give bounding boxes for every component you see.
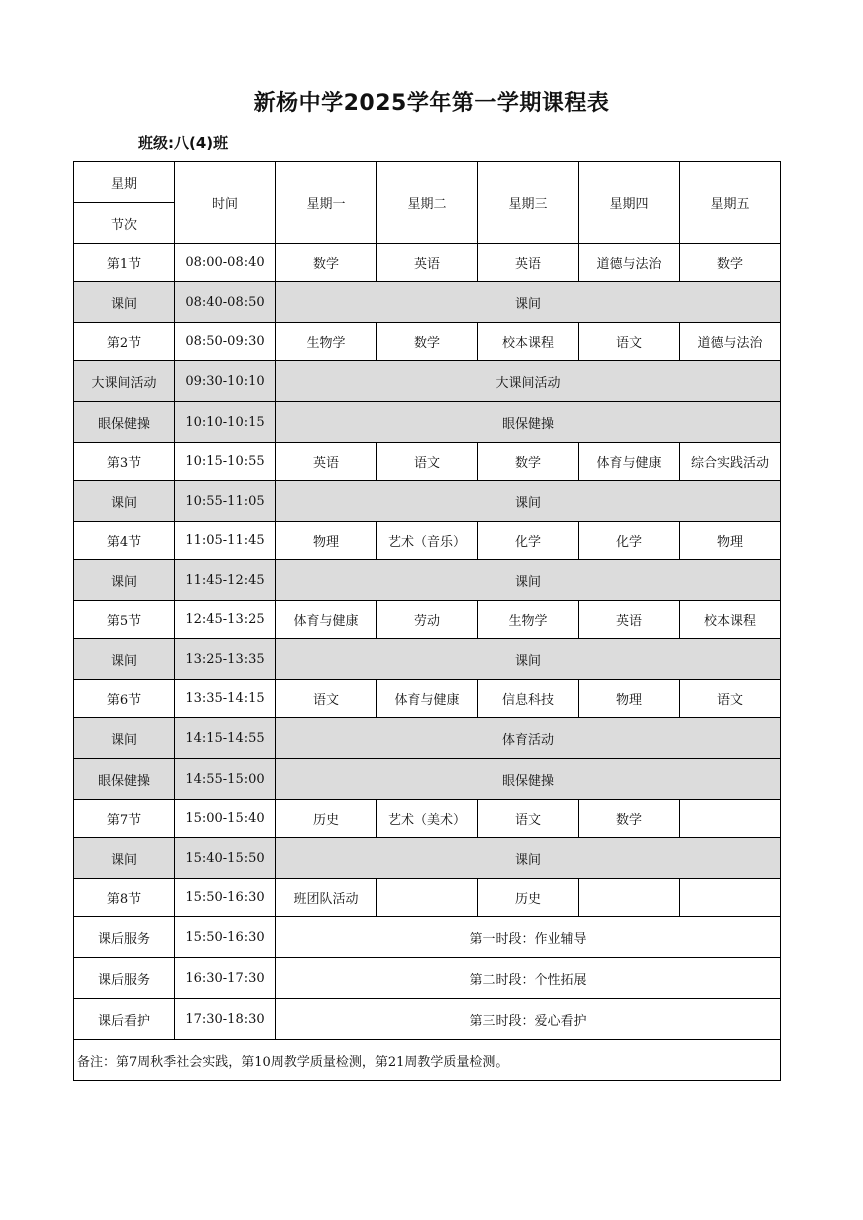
time-cell: 08:50-09:30 <box>175 323 276 361</box>
merged-activity-cell: 大课间活动 <box>276 361 781 402</box>
merged-activity-cell: 课间 <box>276 639 781 680</box>
period-label-cell: 课间 <box>74 481 175 522</box>
class-cell: 道德与法治 <box>579 244 680 282</box>
period-label-cell: 课间 <box>74 639 175 680</box>
table-row <box>74 838 781 879</box>
class-cell: 生物学 <box>276 323 377 361</box>
period-label-cell: 第4节 <box>74 522 175 560</box>
time-cell: 14:15-14:55 <box>175 718 276 759</box>
time-cell: 08:00-08:40 <box>175 244 276 282</box>
time-cell: 09:30-10:10 <box>175 361 276 402</box>
merged-activity-cell: 课间 <box>276 560 781 601</box>
header-time-cell: 时间 <box>175 162 276 244</box>
table-row <box>74 917 781 958</box>
merged-activity-cell: 课间 <box>276 838 781 879</box>
class-cell: 英语 <box>579 601 680 639</box>
time-cell: 13:35-14:15 <box>175 680 276 718</box>
merged-activity-cell: 眼保健操 <box>276 759 781 800</box>
class-cell: 语文 <box>579 323 680 361</box>
class-label: 班级:八(4)班 <box>138 134 229 152</box>
table-row <box>74 999 781 1040</box>
table-row <box>74 718 781 759</box>
period-label-cell: 第2节 <box>74 323 175 361</box>
class-cell: 体育与健康 <box>276 601 377 639</box>
merged-activity-cell: 课间 <box>276 481 781 522</box>
class-cell: 班团队活动 <box>276 879 377 917</box>
period-label-cell: 眼保健操 <box>74 402 175 443</box>
class-cell: 信息科技 <box>478 680 579 718</box>
class-cell: 英语 <box>478 244 579 282</box>
time-cell: 16:30-17:30 <box>175 958 276 999</box>
class-cell: 校本课程 <box>680 601 781 639</box>
table-row <box>74 601 781 639</box>
merged-activity-cell: 第三时段：爱心看护 <box>276 999 781 1040</box>
time-cell: 15:40-15:50 <box>175 838 276 879</box>
period-label-cell: 课后服务 <box>74 958 175 999</box>
period-label-cell: 第6节 <box>74 680 175 718</box>
merged-activity-cell: 第二时段：个性拓展 <box>276 958 781 999</box>
header-day-cell: 星期一 <box>276 162 377 244</box>
table-row <box>74 402 781 443</box>
class-cell: 数学 <box>377 323 478 361</box>
table-row <box>74 361 781 402</box>
table-row <box>74 639 781 680</box>
time-cell: 15:50-16:30 <box>175 917 276 958</box>
class-cell: 校本课程 <box>478 323 579 361</box>
class-cell: 艺术（美术） <box>377 800 478 838</box>
header-period-cell: 节次 <box>74 203 175 244</box>
period-label-cell: 大课间活动 <box>74 361 175 402</box>
class-cell: 物理 <box>276 522 377 560</box>
period-label-cell: 第3节 <box>74 443 175 481</box>
table-row <box>74 560 781 601</box>
class-cell: 体育与健康 <box>377 680 478 718</box>
class-cell: 化学 <box>478 522 579 560</box>
header-day-cell: 星期五 <box>680 162 781 244</box>
table-row <box>74 282 781 323</box>
class-cell <box>680 800 781 838</box>
class-cell: 综合实践活动 <box>680 443 781 481</box>
time-cell: 15:50-16:30 <box>175 879 276 917</box>
class-cell: 历史 <box>478 879 579 917</box>
class-cell: 道德与法治 <box>680 323 781 361</box>
period-label-cell: 眼保健操 <box>74 759 175 800</box>
header-day-cell: 星期三 <box>478 162 579 244</box>
class-cell: 语文 <box>276 680 377 718</box>
class-cell: 生物学 <box>478 601 579 639</box>
time-cell: 11:45-12:45 <box>175 560 276 601</box>
period-label-cell: 课间 <box>74 718 175 759</box>
period-label-cell: 课间 <box>74 282 175 323</box>
table-row <box>74 680 781 718</box>
class-cell: 英语 <box>377 244 478 282</box>
header-weekday-cell: 星期 <box>74 162 175 203</box>
table-row <box>74 443 781 481</box>
class-cell <box>680 879 781 917</box>
class-cell: 物理 <box>680 522 781 560</box>
merged-activity-cell: 课间 <box>276 282 781 323</box>
time-cell: 12:45-13:25 <box>175 601 276 639</box>
class-cell: 化学 <box>579 522 680 560</box>
time-cell: 15:00-15:40 <box>175 800 276 838</box>
time-cell: 13:25-13:35 <box>175 639 276 680</box>
merged-activity-cell: 体育活动 <box>276 718 781 759</box>
table-row <box>74 244 781 282</box>
table-row <box>74 800 781 838</box>
class-cell: 艺术（音乐） <box>377 522 478 560</box>
time-cell: 17:30-18:30 <box>175 999 276 1040</box>
page-title: 新杨中学2025学年第一学期课程表 <box>253 91 610 116</box>
class-cell: 历史 <box>276 800 377 838</box>
table-row <box>74 958 781 999</box>
class-cell: 体育与健康 <box>579 443 680 481</box>
header-day-cell: 星期二 <box>377 162 478 244</box>
time-cell: 11:05-11:45 <box>175 522 276 560</box>
period-label-cell: 课后看护 <box>74 999 175 1040</box>
time-cell: 14:55-15:00 <box>175 759 276 800</box>
note-cell: 备注：第7周秋季社会实践，第10周教学质量检测，第21周教学质量检测。 <box>74 1040 781 1081</box>
merged-activity-cell: 第一时段：作业辅导 <box>276 917 781 958</box>
class-cell: 语文 <box>680 680 781 718</box>
class-cell <box>579 879 680 917</box>
class-cell: 数学 <box>579 800 680 838</box>
class-cell: 数学 <box>478 443 579 481</box>
time-cell: 10:55-11:05 <box>175 481 276 522</box>
period-label-cell: 课间 <box>74 838 175 879</box>
class-cell: 语文 <box>377 443 478 481</box>
table-row <box>74 759 781 800</box>
table-row <box>74 522 781 560</box>
time-cell: 10:15-10:55 <box>175 443 276 481</box>
class-cell: 英语 <box>276 443 377 481</box>
period-label-cell: 课后服务 <box>74 917 175 958</box>
class-cell: 物理 <box>579 680 680 718</box>
period-label-cell: 第7节 <box>74 800 175 838</box>
period-label-cell: 第8节 <box>74 879 175 917</box>
time-cell: 10:10-10:15 <box>175 402 276 443</box>
period-label-cell: 第5节 <box>74 601 175 639</box>
class-cell <box>377 879 478 917</box>
period-label-cell: 第1节 <box>74 244 175 282</box>
time-cell: 08:40-08:50 <box>175 282 276 323</box>
table-row <box>74 879 781 917</box>
merged-activity-cell: 眼保健操 <box>276 402 781 443</box>
note-row <box>74 1040 781 1081</box>
class-cell: 语文 <box>478 800 579 838</box>
header-day-cell: 星期四 <box>579 162 680 244</box>
table-row <box>74 481 781 522</box>
period-label-cell: 课间 <box>74 560 175 601</box>
class-cell: 数学 <box>276 244 377 282</box>
class-cell: 数学 <box>680 244 781 282</box>
class-cell: 劳动 <box>377 601 478 639</box>
schedule-table <box>73 161 781 1081</box>
table-row <box>74 323 781 361</box>
